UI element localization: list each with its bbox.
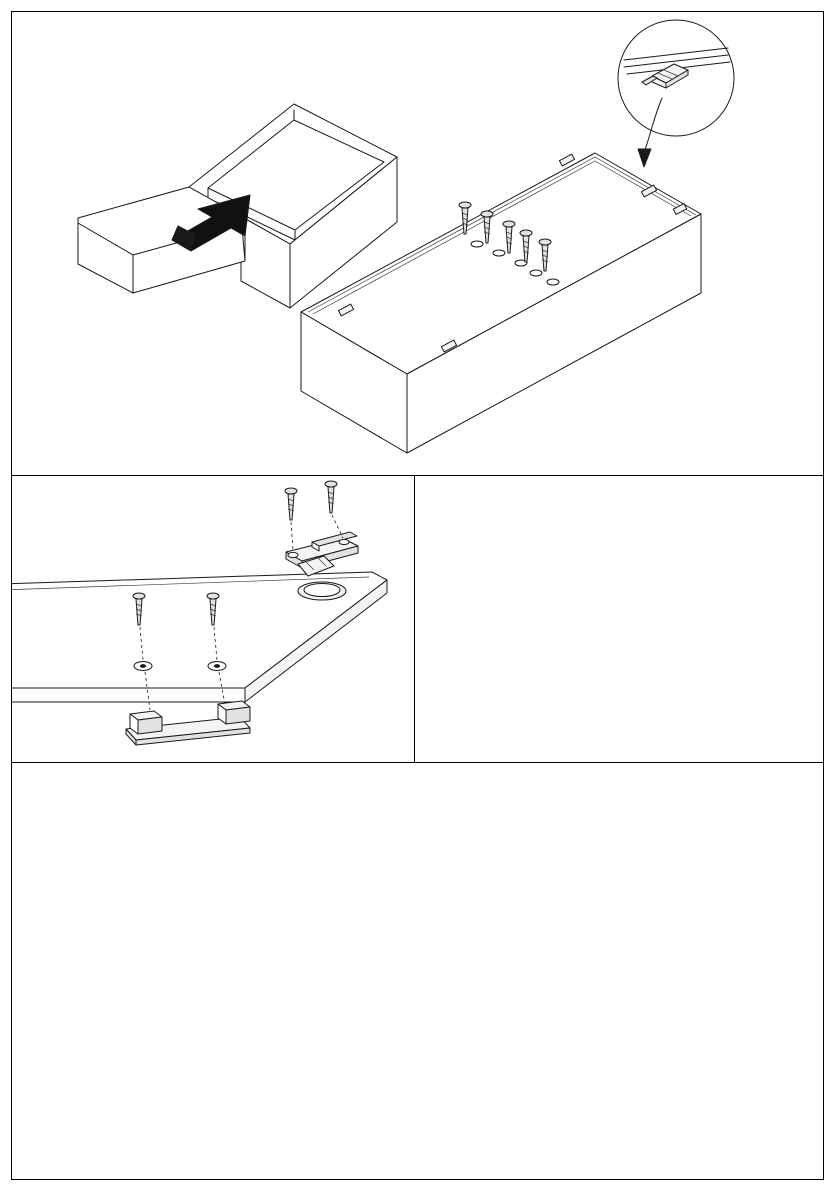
screw <box>325 481 337 513</box>
panel-middle-right <box>415 476 823 763</box>
panel-middle-left <box>12 476 414 763</box>
panel-top <box>12 12 823 475</box>
detail-callout-circle <box>618 20 734 136</box>
screw <box>285 488 297 520</box>
panel-bottom <box>12 763 823 1180</box>
